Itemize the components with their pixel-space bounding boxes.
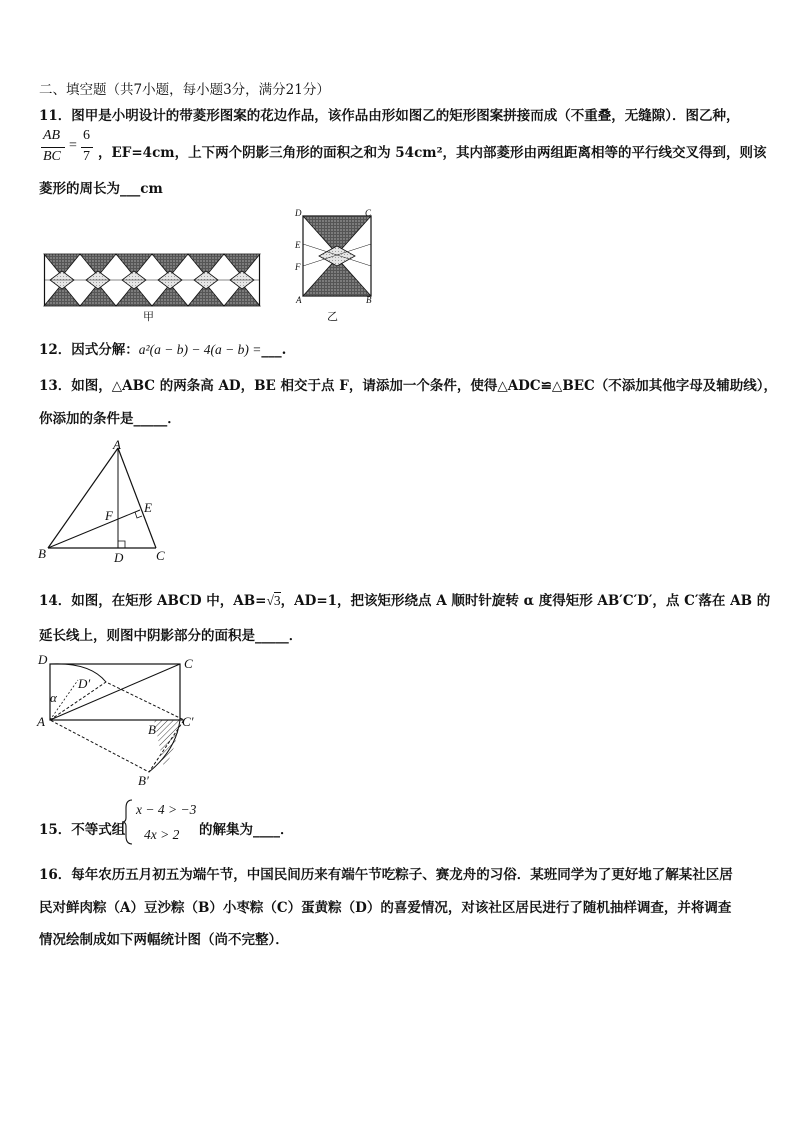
q11-frac-denominator: BC — [43, 149, 61, 164]
q13-point-D: D — [114, 550, 124, 565]
q15-inequality-2: 4x > 2 — [144, 827, 180, 842]
q12-line — [39, 338, 286, 358]
q14-line1-b: ，AD=1，把该矩形绕点 A 顺时针旋转 α 度得矩形 AB′C′D′，点 C′落在 AB 的 — [280, 593, 771, 609]
q13-point-C: C — [156, 548, 165, 563]
q15-prefix: 15．不等式组 — [39, 822, 126, 838]
q11-frac-value-numerator: 6 — [83, 128, 90, 143]
q11-ratio-fraction — [39, 128, 99, 168]
q14-line1-a: 14．如图，在矩形 ABCD 中，AB= — [39, 593, 267, 609]
q14-alpha: α — [50, 690, 57, 705]
fig-yi-point-C: C — [365, 208, 372, 218]
q14-point-C-prime: C′ — [182, 714, 194, 729]
q15-suffix: 的解集为____． — [199, 822, 294, 838]
q13-point-B: B — [38, 546, 46, 561]
figure-yi-rectangle — [295, 208, 380, 308]
q14-line1 — [39, 589, 770, 609]
q14-point-B: B — [148, 722, 156, 737]
figure-jia-border-strip — [44, 254, 260, 306]
fig-yi-point-B: B — [366, 295, 372, 305]
q11-line2: ，EF=4cm，上下两个阴影三角形的面积之和为 54cm²，其内部菱形由两组距离相等的平行线交叉得到，则该 — [98, 145, 767, 161]
q15-inequality-1: x − 4 > −3 — [136, 802, 197, 817]
q14-sqrt-value: 3 — [273, 593, 281, 608]
fig-yi-point-D: D — [295, 208, 302, 218]
q13-line1: 13．如图，△ABC 的两条高 AD，BE 相交于点 F，请添加一个条件，使得△ADC≌△BEC（不添加其他字母及辅助线）， — [39, 378, 778, 394]
q13-point-E: E — [144, 500, 152, 515]
q14-point-D-prime: D′ — [78, 676, 91, 691]
fig-yi-point-A: A — [296, 295, 302, 305]
q11-line1: 11．图甲是小明设计的带菱形图案的花边作品，该作品由形如图乙的矩形图案拼接而成（不重叠，无缝隙）．图乙种， — [39, 108, 740, 124]
q15-brace — [122, 798, 134, 846]
q12-expression: a²(a − b) − 4(a − b) = — [138, 342, 262, 357]
q16-line3: 情况绘制成如下两幅统计图（尚不完整）． — [39, 932, 289, 948]
q11-frac-numerator: AB — [43, 128, 61, 143]
q14-point-D: D — [38, 652, 48, 667]
q14-line2: 延长线上，则图中阴影部分的面积是_____． — [39, 628, 303, 644]
section-title: 二、填空题（共7小题，每小题3分，满分21分） — [39, 82, 330, 98]
q13-line2: 你添加的条件是_____． — [39, 411, 181, 427]
q11-line3: 菱形的周长为___cm — [39, 181, 163, 197]
q14-point-A: A — [37, 714, 45, 729]
q14-sqrt: √3 — [266, 593, 281, 608]
q13-point-A: A — [113, 437, 121, 452]
q13-point-F: F — [105, 508, 113, 523]
q12-suffix: ___. — [261, 342, 287, 358]
q11-frac-equals: = — [69, 138, 77, 153]
q12-prefix: 12．因式分解： — [39, 342, 139, 358]
q14-point-C: C — [184, 656, 193, 671]
figure-jia-label: 甲 — [143, 310, 154, 323]
q14-point-B-prime: B′ — [138, 773, 149, 788]
fig-yi-point-E: E — [295, 240, 301, 250]
figure-yi-label: 乙 — [327, 310, 338, 323]
q16-line1: 16．每年农历五月初五为端午节，中国民间历来有端午节吃粽子、赛龙舟的习俗．某班同学为了更好地了解某社区居 — [39, 867, 733, 883]
figure-q13-triangle — [36, 436, 176, 566]
q16-line2: 民对鲜肉粽（A）豆沙粽（B）小枣粽（C）蛋黄粽（D）的喜爱情况，对该社区居民进行了随机抽样调查，并将调查 — [39, 900, 732, 916]
figure-q14-rotated-rectangle — [34, 650, 204, 790]
fig-yi-point-F: F — [295, 262, 301, 272]
q11-frac-value-denominator: 7 — [83, 149, 90, 164]
